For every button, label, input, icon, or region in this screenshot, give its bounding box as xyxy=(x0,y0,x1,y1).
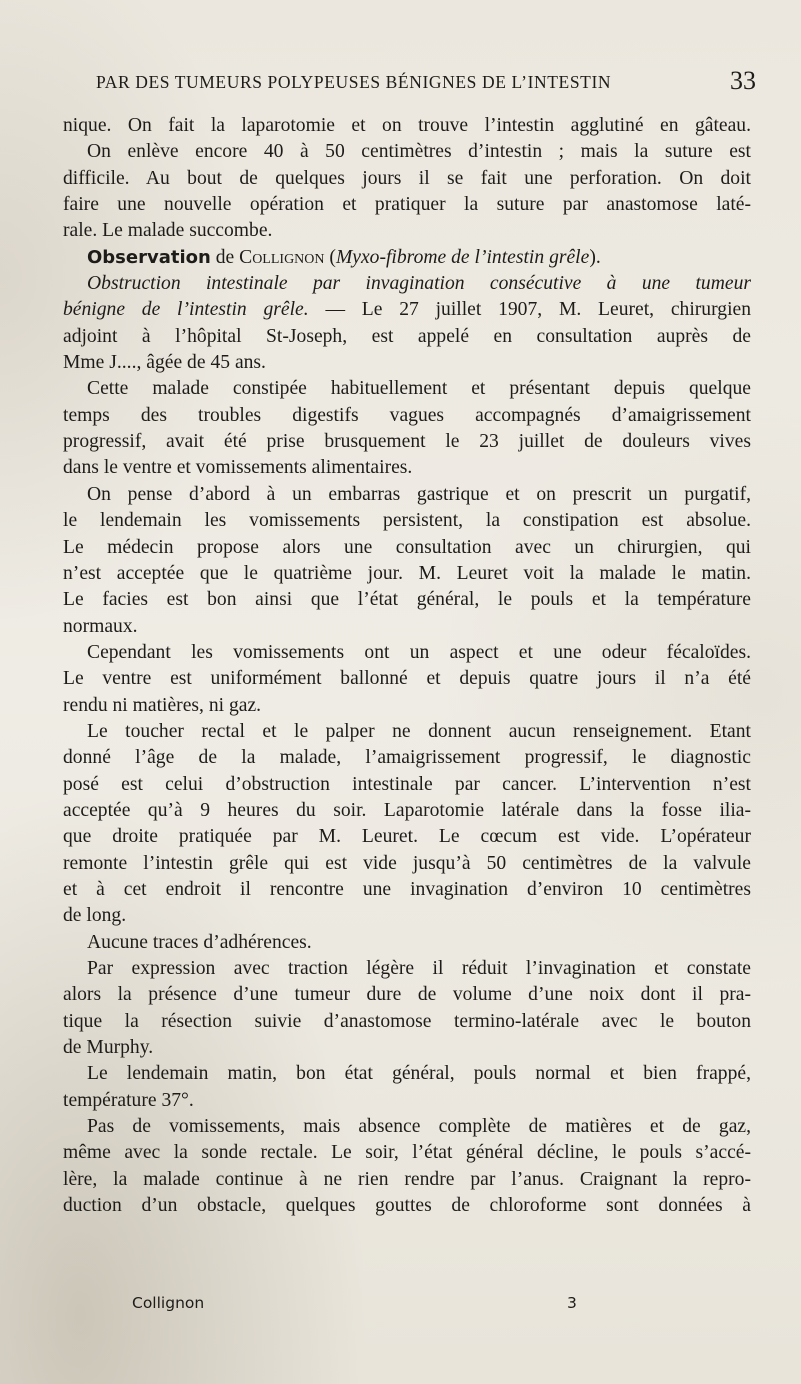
text-line: Le médecin propose alors une consultation avec un chirurgien, qui xyxy=(63,536,751,558)
text-line xyxy=(63,297,751,323)
observation-prefix: de xyxy=(210,246,240,268)
text-line: Obstruction intestinale par invagination consécutive à une tumeur xyxy=(87,273,751,295)
text-line: température 37°. xyxy=(63,1089,194,1111)
body-text xyxy=(63,113,751,1219)
text-line: difficile. Au bout de quelques jours il se fait une perforation. On doit xyxy=(63,167,751,189)
text-line: tique la résection suivie d’anastomose termino-latérale avec le bouton xyxy=(63,1010,751,1032)
text-line: le lendemain les vomissements persistent, la constipation est absolue. xyxy=(63,510,751,532)
text-line: faire une nouvelle opération et pratiquer la suture par anastomose laté- xyxy=(63,194,751,216)
observation-title: Myxo-fibrome de l’intestin grêle xyxy=(335,246,590,268)
running-title: PAR DES TUMEURS POLYPEUSES BÉNIGNES DE L’INTESTIN xyxy=(96,72,612,92)
text-line: Le toucher rectal et le palper ne donnent aucun renseignement. Etant xyxy=(87,720,751,742)
paragraph-block-intro xyxy=(63,113,751,245)
text-line: Le ventre est uniformément ballonné et depuis quatre jours il n’a été xyxy=(63,668,751,690)
text-line: lère, la malade continue à ne rien rendre par l’anus. Craignant la repro- xyxy=(63,1168,751,1190)
text-line: rale. Le malade succombe. xyxy=(63,220,273,242)
text-line: n’est acceptée que le quatrième jour. M. Leuret voit la malade le matin. xyxy=(63,562,751,584)
text-line: temps des troubles digestifs vagues accompagnés d’amaigrissement xyxy=(63,404,751,426)
text-line: Cette malade constipée habituellement et présentant depuis quelque xyxy=(87,378,751,400)
signature-mark: Collignon xyxy=(132,1294,205,1312)
sheet-number: 3 xyxy=(567,1294,577,1312)
text-line: normaux. xyxy=(63,615,138,637)
text-line: adjoint à l’hôpital St-Joseph, est appelé en consultation auprès de xyxy=(63,325,751,347)
page-number: 33 xyxy=(730,66,756,95)
text-line-rest: — Le 27 juillet 1907, M. Leuret, chirurgien xyxy=(325,299,751,321)
text-line: même avec la sonde rectale. Le soir, l’état général décline, le pouls s’accé- xyxy=(63,1142,751,1164)
page-header xyxy=(96,66,756,102)
text-line: donné l’âge de la malade, l’amaigrissement progressif, le diagnostic xyxy=(63,747,751,769)
observation-open: ( xyxy=(324,246,336,268)
text-line: Aucune traces d’adhérences. xyxy=(87,931,312,953)
text-line: nique. On fait la laparotomie et on trouve l’intestin agglutiné en gâteau. xyxy=(63,115,751,136)
text-line: que droite pratiquée par M. Leuret. Le cœcum est vide. L’opérateur xyxy=(63,826,751,848)
text-line: Par expression avec traction légère il réduit l’invagination et constate xyxy=(87,958,751,979)
text-line: Le lendemain matin, bon état général, pouls normal et bien frappé, xyxy=(87,1063,751,1085)
text-line: On pense d’abord à un embarras gastrique et on prescrit un purgatif, xyxy=(87,483,751,505)
page-footer xyxy=(132,1294,728,1318)
text-line: de Murphy. xyxy=(63,1037,154,1059)
text-line-italic: bénigne de l’intestin grêle. xyxy=(63,299,326,321)
text-line: Pas de vomissements, mais absence complète de matières et de gaz, xyxy=(87,1116,751,1138)
observation-close: ). xyxy=(589,246,601,268)
observation-heading xyxy=(63,245,751,271)
text-line: alors la présence d’une tumeur dure de volume d’une noix dont il pra- xyxy=(63,984,751,1006)
paragraph-block-case xyxy=(63,271,751,1219)
observation-author: Collignon xyxy=(239,246,325,268)
text-line: Le facies est bon ainsi que l’état général, le pouls et la température xyxy=(63,589,751,611)
text-line: et à cet endroit il rencontre une invagination d’environ 10 centimètres xyxy=(63,878,751,900)
text-line: de long. xyxy=(63,905,127,927)
text-line: duction d’un obstacle, quelques gouttes de chloroforme sont données à xyxy=(63,1195,751,1217)
text-line: acceptée qu’à 9 heures du soir. Laparotomie latérale dans la fosse ilia- xyxy=(63,799,751,821)
text-line: posé est celui d’obstruction intestinale par cancer. L’intervention n’est xyxy=(63,773,751,795)
text-line: progressif, avait été prise brusquement le 23 juillet de douleurs vives xyxy=(63,431,751,453)
text-line: dans le ventre et vomissements alimentaires. xyxy=(63,457,413,479)
text-line: On enlève encore 40 à 50 centimètres d’intestin ; mais la suture est xyxy=(87,141,751,163)
text-line: remonte l’intestin grêle qui est vide jusqu’à 50 centimètres de la valvule xyxy=(63,852,751,874)
text-line: Mme J...., âgée de 45 ans. xyxy=(63,352,266,374)
text-line: Cependant les vomissements ont un aspect et une odeur fécaloïdes. xyxy=(87,641,751,663)
observation-label: Observation xyxy=(87,246,211,268)
text-line: rendu ni matières, ni gaz. xyxy=(63,694,262,716)
